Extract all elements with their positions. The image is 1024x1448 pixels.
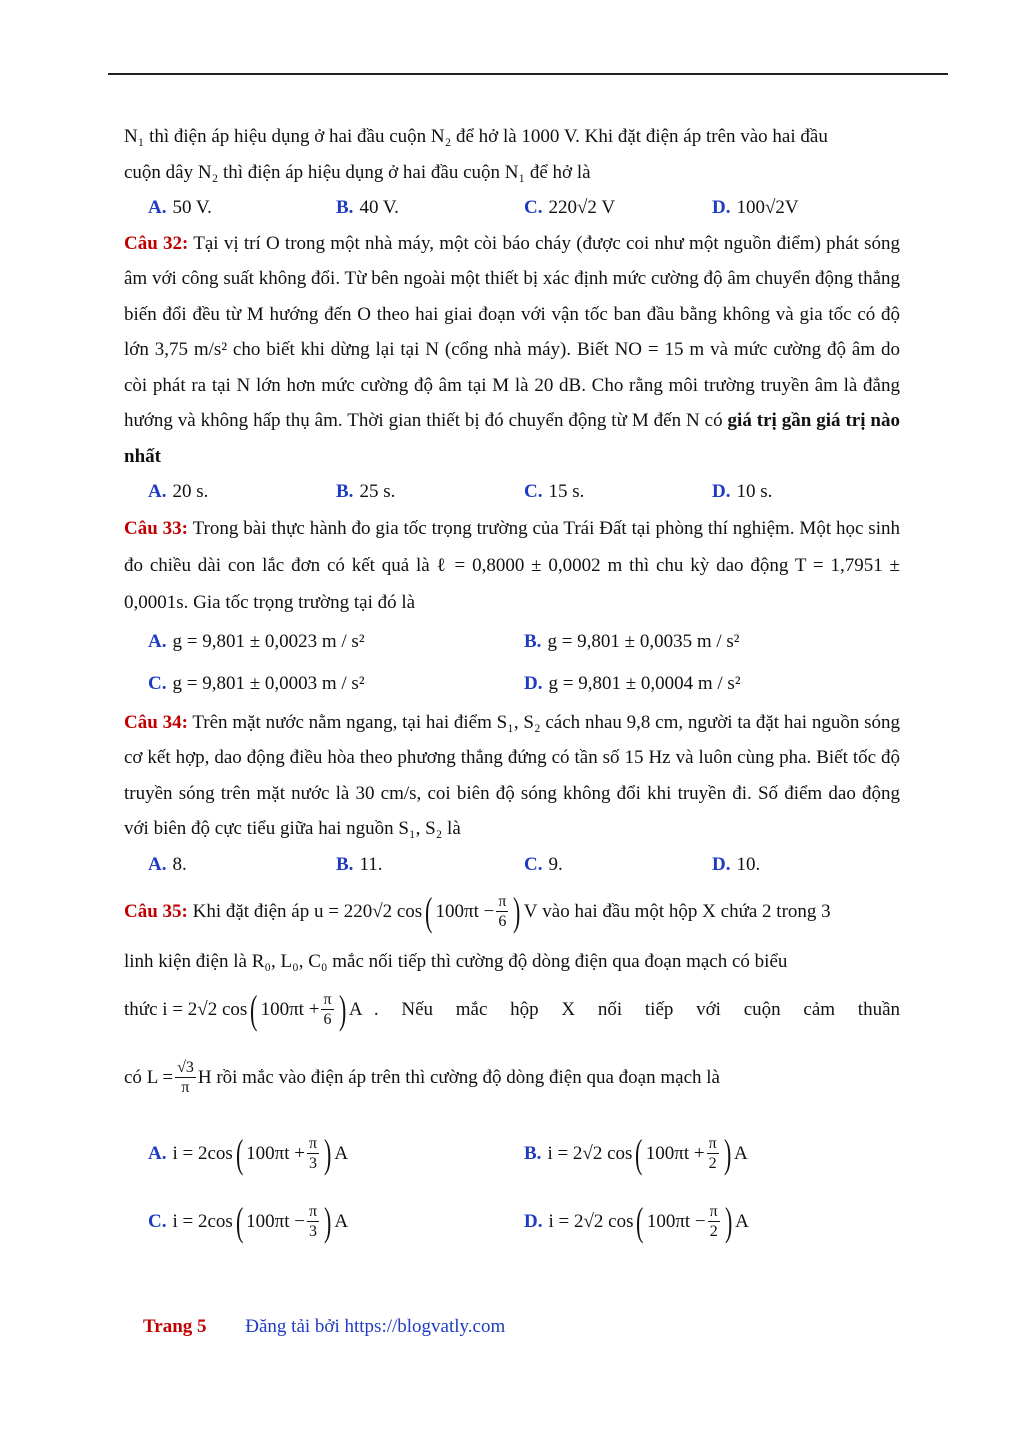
q32-option-b: B. 25 s.	[336, 481, 396, 502]
question-35-title: Câu 35:	[124, 901, 188, 923]
voltage-formula: u = 220√2 cos ( 100πt − $\frac{\pi}{6}$ ) V	[313, 889, 538, 934]
page-footer	[143, 1316, 505, 1338]
intro-line1: N₁ thì điện áp hiệu dụng ở hai đầu cuộn N₂ để hở là 1000 V. Khi đặt điện áp trên vào hai đầu	[124, 126, 828, 147]
question-35-line1: Câu 35: Khi đặt điện áp u = 220√2 cos ( 100πt − $\frac{\pi}{6}$ ) V vào hai đầu một hộp X chứa 2 trong 3	[124, 889, 831, 934]
question-34-options	[124, 847, 900, 883]
q32-option-a: A. 20 s.	[148, 481, 209, 502]
q35-option-d: D. i = 2√2 cos ( 100πt − $\frac{\pi}{2}$ ) A	[524, 1198, 749, 1244]
q33-option-c: C. g = 9,801 ± 0,0003 m / s²	[148, 672, 365, 694]
header-rule	[108, 73, 948, 75]
intro-options	[124, 190, 900, 226]
intro-option-b: B. 40 V.	[336, 197, 399, 218]
question-35-line2: linh kiện điện là R₀, L₀, C₀ mắc nối tiếp thì cường độ dòng điện qua đoạn mạch có biểu	[124, 951, 788, 972]
intro-option-d: D. 100√2V	[712, 197, 799, 218]
q34-option-d: D. 10.	[712, 853, 761, 875]
q34-option-b: B. 11.	[336, 853, 383, 875]
q35-option-b: B. i = 2√2 cos ( 100πt + $\frac{\pi}{2}$ ) A	[524, 1130, 748, 1176]
question-32	[124, 226, 900, 475]
q32-option-c: C. 15 s.	[524, 481, 585, 502]
page-content	[124, 119, 900, 1256]
q33-option-b: B. g = 9,801 ± 0,0035 m / s²	[524, 630, 740, 652]
page-number: Trang 5	[143, 1316, 207, 1337]
inductance-formula: L = $\frac{√3}{\pi}$ H	[146, 1058, 212, 1096]
question-35-options-row2	[124, 1188, 900, 1256]
question-32-emphasis: giá trị gần giá trị nào nhất	[124, 410, 900, 467]
question-34	[124, 705, 900, 847]
question-32-body: Tại vị trí O trong một nhà máy, một còi báo cháy (được coi như một nguồn điểm) phát sóng âm với công suất không đổi. Từ bên ngoài một thiết bị xác định mức cường độ âm chuyển động thẳng biến đổi đều từ M hướng đến O theo hai giai đoạn với vận tốc ban đầu bằng không và gia tốc có độ lớn 3,75 m/s² cho biết khi dừng lại tại N (cổng nhà máy). Biết NO = 15 m và mức cường độ âm do còi phát ra tại N lớn hơn mức cường độ âm tại M là 20 dB. Cho rằng môi trường truyền âm là đẳng hướng và không hấp thụ âm. Thời gian thiết bị đó chuyển động từ M đến N có	[124, 232, 900, 431]
q34-option-c: C. 9.	[524, 853, 563, 875]
q33-option-d: D. g = 9,801 ± 0,0004 m / s²	[524, 672, 741, 694]
q35-option-c: C. i = 2cos ( 100πt − $\frac{\pi}{3}$ ) A	[148, 1198, 349, 1244]
question-35-line3: thức i = 2√2 cos ( 100πt + $\frac{\pi}{6}$ ) A . Nếu mắc hộp X nối tiếp với cuộn cảm thuần	[124, 986, 900, 1032]
question-33-options-row2	[124, 663, 900, 705]
question-34-body: Trên mặt nước nằm ngang, tại hai điểm S₁, S₂ cách nhau 9,8 cm, người ta đặt hai nguồn sóng cơ kết hợp, dao động điều hòa theo phương thẳng đứng có tần số 15 Hz và luôn cùng pha. Biết tốc độ truyền sóng trên mặt nước là 30 cm/s, coi biên độ sóng không đổi khi truyền đi. Số điểm dao động với biên độ cực tiểu giữa hai nguồn S₁, S₂ là	[124, 711, 900, 839]
intro-option-c: C. 220√2 V	[524, 197, 616, 218]
q32-option-d: D. 10 s.	[712, 481, 773, 502]
question-33: Câu 33: Trong bài thực hành đo gia tốc trọng trường của Trái Đất tại phòng thí nghiệm. Một học sinh đo chiều dài con lắc đơn có kết quả là ℓ = 0,8000 ± 0,0002 m thì chu kỳ dao động T = 1,7951 ± 0,0001s. Gia tốc trọng trường tại đó là	[124, 517, 900, 613]
q33-option-a: A. g = 9,801 ± 0,0023 m / s²	[148, 630, 365, 652]
question-33-options-row1	[124, 621, 900, 663]
length-formula: ℓ = 0,8000 ± 0,0002 m	[436, 554, 623, 576]
question-32-title: Câu 32:	[124, 232, 189, 254]
question-35-options-row1	[124, 1120, 900, 1188]
current-formula: i = 2√2 cos ( 100πt + $\frac{\pi}{6}$ ) A	[162, 986, 363, 1032]
q35-option-a: A. i = 2cos ( 100πt + $\frac{\pi}{3}$ ) A	[148, 1130, 349, 1176]
period-formula: T = 1,7951 ± 0,0001s	[124, 554, 900, 613]
q34-option-a: A. 8.	[148, 853, 187, 875]
question-34-title: Câu 34:	[124, 711, 188, 733]
question-32-options	[124, 474, 900, 510]
source-link[interactable]: Đăng tải bởi https://blogvatly.com	[245, 1316, 506, 1337]
question-35-line4: có L = $\frac{√3}{\pi}$ H rồi mắc vào điện áp trên thì cường độ dòng điện qua đoạn mạch là	[124, 1058, 720, 1096]
intro-option-a: A. 50 V.	[148, 197, 212, 218]
question-33-title: Câu 33:	[124, 517, 189, 539]
intro-line2: cuộn dây N₂ thì điện áp hiệu dụng ở hai đầu cuộn N₁ để hở là	[124, 161, 591, 183]
